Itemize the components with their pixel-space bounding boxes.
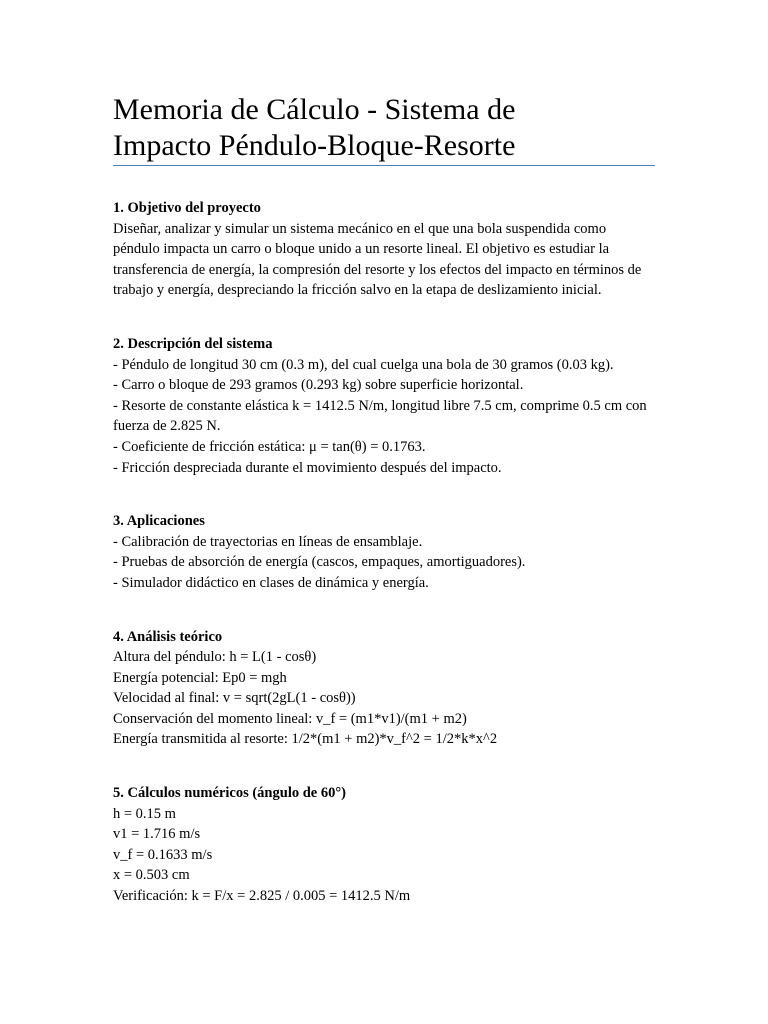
section-calculos xyxy=(113,783,655,907)
title-line-2: Impacto Péndulo-Bloque-Resorte xyxy=(113,129,516,162)
formula-line: Energía potencial: Ep0 = mgh xyxy=(113,669,287,686)
section-heading: 3. Aplicaciones xyxy=(113,513,205,530)
section-descripcion xyxy=(113,334,655,478)
section-paragraph: Diseñar, analizar y simular un sistema mecánico en el que una bola suspendida como péndulo impacta un carro o bloque unido a un resorte lineal. El objetivo es estudiar la transferencia de energía, la compresión del resorte y los efectos del impacto en términos de trabajo y energía, despreciando la fricción salvo en la etapa de deslizamiento inicial. xyxy=(113,220,642,299)
result-line: Verificación: k = F/x = 2.825 / 0.005 = 1412.5 N/m xyxy=(113,888,411,905)
result-line: h = 0.15 m xyxy=(113,805,176,822)
list-item: - Pruebas de absorción de energía (cascos, empaques, amortiguadores). xyxy=(113,554,526,571)
list-item: - Resorte de constante elástica k = 1412.5 N/m, longitud libre 7.5 cm, comprime 0.5 cm con fuerza de 2.825 N. xyxy=(113,397,647,435)
section-analisis xyxy=(113,627,655,751)
section-heading: 1. Objetivo del proyecto xyxy=(113,200,261,216)
section-objetivo xyxy=(113,198,655,301)
list-item: - Simulador didáctico en clases de dinámica y energía. xyxy=(113,574,429,591)
list-item: - Fricción despreciada durante el movimiento después del impacto. xyxy=(113,459,502,476)
section-aplicaciones xyxy=(113,511,655,593)
list-item: - Péndulo de longitud 30 cm (0.3 m), del cual cuelga una bola de 30 gramos (0.03 kg). xyxy=(113,356,614,373)
formula-line: Energía transmitida al resorte: 1/2*(m1 + m2)*v_f^2 = 1/2*k*x^2 xyxy=(113,731,498,748)
section-heading: 4. Análisis teórico xyxy=(113,628,223,645)
section-heading: 2. Descripción del sistema xyxy=(113,335,273,352)
list-item: - Calibración de trayectorias en líneas de ensamblaje. xyxy=(113,533,423,550)
formula-line: Conservación del momento lineal: v_f = (m1*v1)/(m1 + m2) xyxy=(113,710,467,727)
title-line-1: Memoria de Cálculo - Sistema de xyxy=(113,93,516,126)
formula-line: Velocidad al final: v = sqrt(2gL(1 - cosθ)) xyxy=(113,690,356,707)
list-item: - Carro o bloque de 293 gramos (0.293 kg) sobre superficie horizontal. xyxy=(113,377,524,394)
list-item: - Coeficiente de fricción estática: μ = tan(θ) = 0.1763. xyxy=(113,438,426,455)
result-line: v1 = 1.716 m/s xyxy=(113,826,201,843)
formula-line: Altura del péndulo: h = L(1 - cosθ) xyxy=(113,649,317,666)
document-title xyxy=(113,92,655,166)
section-heading: 5. Cálculos numéricos (ángulo de 60°) xyxy=(113,785,346,802)
result-line: v_f = 0.1633 m/s xyxy=(113,846,213,863)
result-line: x = 0.503 cm xyxy=(113,867,190,884)
